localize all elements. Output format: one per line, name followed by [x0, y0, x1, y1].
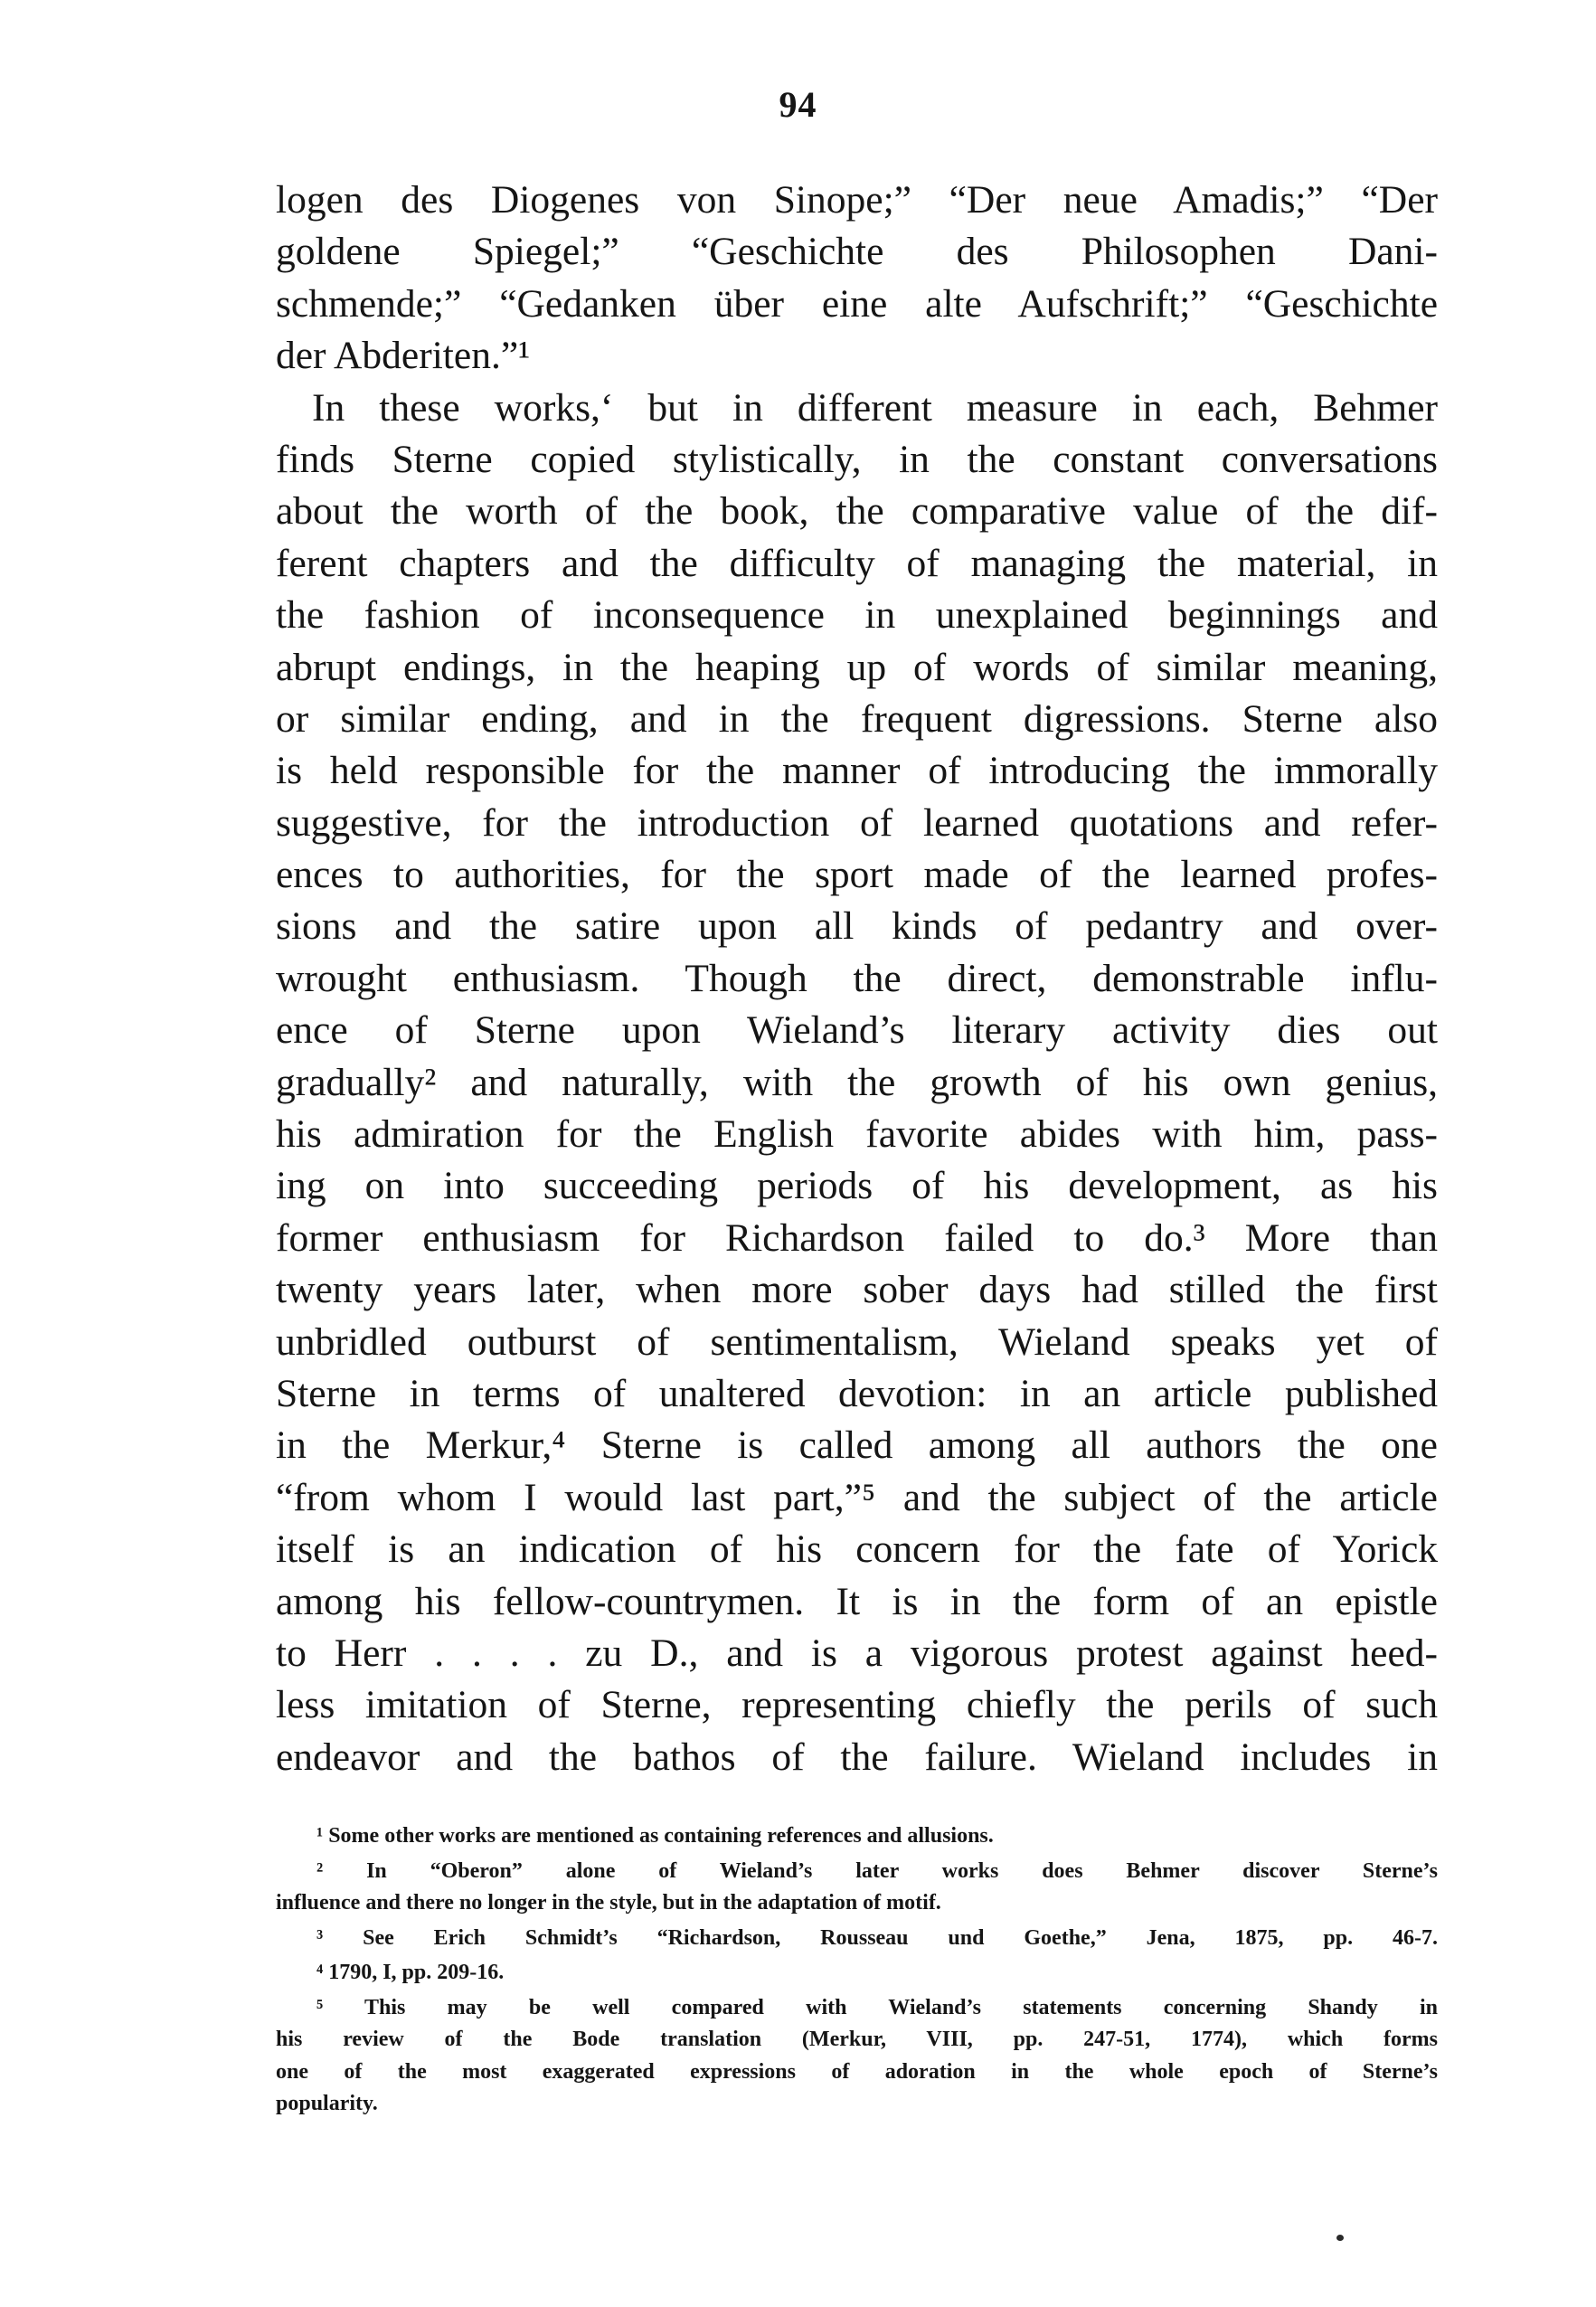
text-line: itself is an indication of his concern for the fate of Yorick: [276, 1527, 1438, 1572]
ink-speck: [1336, 2235, 1344, 2241]
footnote-line: popularity.: [276, 2092, 378, 2115]
text-line: former enthusiasm for Richardson failed to do.³ More than: [276, 1215, 1438, 1260]
footnotes: [276, 1820, 1438, 2121]
footnote-line: his review of the Bode translation (Merkur, VIII, pp. 247-51, 1774), which forms: [276, 2028, 1438, 2051]
text-line: schmende;” “Gedanken über eine alte Aufschrift;” “Geschichte: [276, 281, 1438, 326]
text-line: his admiration for the English favorite abides with him, pass-: [276, 1112, 1438, 1157]
text-line: wrought enthusiasm. Though the direct, demonstrable influ-: [276, 956, 1438, 1000]
footnote-line: influence and there no longer in the style, but in the adaptation of motif.: [276, 1891, 941, 1915]
text-line: ing on into succeeding periods of his development, as his: [276, 1164, 1438, 1208]
text-line: among his fellow-countrymen. It is in the form of an epistle: [276, 1579, 1438, 1623]
footnote-line: ² In “Oberon” alone of Wieland’s later works does Behmer discover Sterne’s: [316, 1858, 1438, 1883]
text-line: or similar ending, and in the frequent digressions. Sterne also: [276, 696, 1438, 741]
text-line: “from whom I would last part,”⁵ and the subject of the article: [276, 1475, 1438, 1519]
text-line: in the Merkur,⁴ Sterne is called among all authors the one: [276, 1423, 1438, 1468]
text-line: ences to authorities, for the sport made of the learned profes-: [276, 853, 1438, 897]
footnote-line: ¹ Some other works are mentioned as containing references and allusions.: [316, 1824, 994, 1848]
text-line: In these works,ʻ but in different measure in each, Behmer: [312, 385, 1438, 430]
text-line: abrupt endings, in the heaping up of words of similar meaning,: [276, 645, 1438, 689]
text-line: twenty years later, when more sober days had stilled the first: [276, 1268, 1438, 1312]
footnote-line: ⁴ 1790, I, pp. 209-16.: [316, 1961, 505, 1984]
footnote-line: ³ See Erich Schmidt’s “Richardson, Rousseau und Goethe,” Jena, 1875, pp. 46-7.: [316, 1925, 1438, 1950]
text-line: suggestive, for the introduction of learned quotations and refer-: [276, 800, 1438, 845]
text-line: less imitation of Sterne, representing chiefly the perils of such: [276, 1683, 1438, 1727]
text-line: finds Sterne copied stylistically, in the constant conversations: [276, 437, 1438, 481]
text-line: ferent chapters and the difficulty of managing the material, in: [276, 541, 1438, 585]
text-line: about the worth of the book, the comparative value of the dif-: [276, 489, 1438, 534]
text-line: Sterne in terms of unaltered devotion: in an article published: [276, 1371, 1438, 1415]
text-line: goldene Spiegel;” “Geschichte des Philosophen Dani-: [276, 230, 1438, 274]
text-line: sions and the satire upon all kinds of pedantry and over-: [276, 904, 1438, 949]
footnote-line: one of the most exaggerated expressions of adoration in the whole epoch of Sterne’s: [276, 2059, 1438, 2084]
text-line: is held responsible for the manner of introducing the immorally: [276, 749, 1438, 793]
text-line: to Herr . . . . zu D., and is a vigorous protest against heed-: [276, 1631, 1438, 1675]
page-number: 94: [779, 84, 817, 125]
text-line: endeavor and the bathos of the failure. Wieland includes in: [276, 1735, 1438, 1779]
main-text: [276, 175, 1438, 1783]
text-line: gradually² and naturally, with the growth of his own genius,: [276, 1060, 1438, 1104]
text-line: logen des Diogenes von Sinope;” “Der neue Amadis;” “Der: [276, 178, 1438, 222]
text-line: unbridled outburst of sentimentalism, Wieland speaks yet of: [276, 1319, 1438, 1364]
footnote-line: ⁵ This may be well compared with Wieland’s statements concerning Shandy in: [316, 1995, 1438, 2019]
text-line: ence of Sterne upon Wieland’s literary activity dies out: [276, 1008, 1438, 1053]
text-line: der Abderiten.”¹: [276, 334, 531, 378]
text-line: the fashion of inconsequence in unexplained beginnings and: [276, 593, 1438, 638]
